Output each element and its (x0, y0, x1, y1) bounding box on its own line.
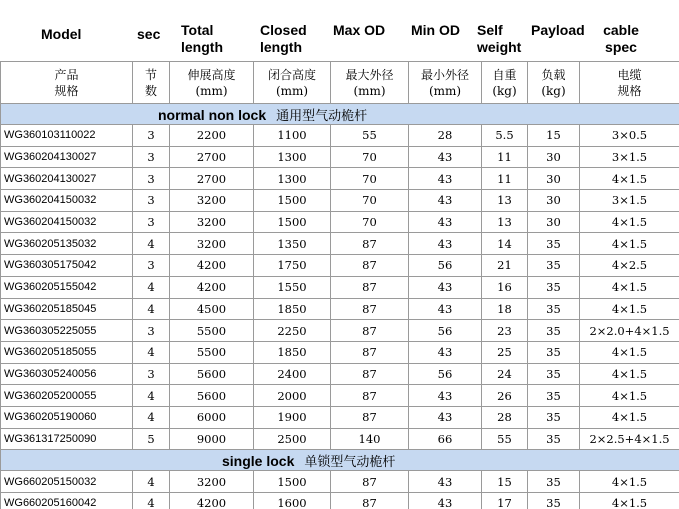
table-cell: 87 (331, 341, 409, 363)
table-cell: 28 (482, 406, 528, 428)
table-cell: 4500 (170, 298, 254, 320)
table-cell: 26 (482, 385, 528, 407)
table-cell: 87 (331, 298, 409, 320)
header-min-od: Min OD (411, 22, 460, 38)
cn-header-sec: 节 数 (133, 62, 170, 104)
table-cell: 87 (331, 255, 409, 277)
table-row (1, 146, 679, 168)
table-cell: 87 (331, 406, 409, 428)
header-closed-length: Closed length (260, 22, 307, 55)
table-row (1, 233, 679, 255)
table-cell: 4×1.5 (580, 298, 679, 320)
table-row (1, 471, 679, 493)
table-cell: 2×2.5+4×1.5 (580, 428, 679, 450)
table-cell: 35 (528, 471, 580, 493)
table-cell: 35 (528, 406, 580, 428)
table-cell: 87 (331, 493, 409, 509)
table-cell: 5600 (170, 363, 254, 385)
table-cell: 30 (528, 168, 580, 190)
cn-header-model: 产品 规格 (1, 62, 133, 104)
table-cell: 4×1.5 (580, 211, 679, 233)
cn-header-total-length: 伸展高度 (mm) (170, 62, 254, 104)
table-cell: 35 (528, 320, 580, 342)
table-cell: 2000 (254, 385, 331, 407)
table-cell: 1750 (254, 255, 331, 277)
table-cell: WG660205160042 (1, 493, 133, 509)
table-cell: 2400 (254, 363, 331, 385)
table-cell: 1500 (254, 211, 331, 233)
table-cell: 35 (528, 233, 580, 255)
table-cell: 43 (409, 190, 482, 212)
table-cell: 11 (482, 168, 528, 190)
table-cell: 1350 (254, 233, 331, 255)
table-cell: 15 (482, 471, 528, 493)
table-cell: 4×1.5 (580, 493, 679, 509)
table-cell: 2250 (254, 320, 331, 342)
table-cell: 4 (133, 385, 170, 407)
table-cell: 87 (331, 233, 409, 255)
table-cell: 1600 (254, 493, 331, 509)
header-sec: sec (137, 26, 161, 42)
table-cell: WG360204150032 (1, 190, 133, 212)
cn-header-self-weight: 自重 (kg) (482, 62, 528, 104)
table-cell: 35 (528, 298, 580, 320)
table-cell: WG360205135032 (1, 233, 133, 255)
table-cell: 43 (409, 341, 482, 363)
table-cell: 43 (409, 168, 482, 190)
section-header-row (1, 450, 679, 471)
header-model: Model (41, 26, 82, 42)
table-cell: 35 (528, 276, 580, 298)
table-cell: 70 (331, 168, 409, 190)
table-cell: 23 (482, 320, 528, 342)
table-cell: 3200 (170, 471, 254, 493)
table-cell: 9000 (170, 428, 254, 450)
table-cell: 70 (331, 146, 409, 168)
header-self-weight: Self weight (477, 22, 522, 55)
table-cell: 4 (133, 298, 170, 320)
table-cell: 43 (409, 471, 482, 493)
section-title-en: single lock (222, 452, 295, 469)
table-cell: 4×1.5 (580, 341, 679, 363)
table-cell: 2×2.0+4×1.5 (580, 320, 679, 342)
table-cell: 4×1.5 (580, 168, 679, 190)
cn-header-min-od: 最小外径 (mm) (409, 62, 482, 104)
table-cell: 43 (409, 406, 482, 428)
header-max-od: Max OD (333, 22, 386, 38)
table-cell: 1900 (254, 406, 331, 428)
table-cell: 16 (482, 276, 528, 298)
table-cell: 15 (528, 125, 580, 147)
table-cell: 3×1.5 (580, 190, 679, 212)
table-row (1, 211, 679, 233)
table-cell: 4×1.5 (580, 471, 679, 493)
table-cell: 43 (409, 233, 482, 255)
table-cell: 43 (409, 276, 482, 298)
header-cable-spec: cable spec (603, 22, 639, 55)
table-cell: 13 (482, 211, 528, 233)
table-cell: 43 (409, 146, 482, 168)
table-cell: 3×1.5 (580, 146, 679, 168)
table-cell: 17 (482, 493, 528, 509)
table-cell: 1550 (254, 276, 331, 298)
table-cell: 5600 (170, 385, 254, 407)
spec-table (0, 61, 679, 509)
table-cell: 13 (482, 190, 528, 212)
table-cell: 5500 (170, 341, 254, 363)
table-cell: 87 (331, 471, 409, 493)
table-cell: 43 (409, 385, 482, 407)
table-cell: 3 (133, 168, 170, 190)
table-cell: 5500 (170, 320, 254, 342)
table-cell: 1500 (254, 471, 331, 493)
cn-header-cable-spec: 电缆 规格 (580, 62, 679, 104)
table-cell: WG660205150032 (1, 471, 133, 493)
header-payload: Payload (531, 22, 585, 38)
table-cell: 55 (331, 125, 409, 147)
english-header (0, 0, 679, 61)
section-header-row (1, 104, 679, 125)
table-cell: 4×2.5 (580, 255, 679, 277)
table-cell: 35 (528, 385, 580, 407)
table-cell: 25 (482, 341, 528, 363)
section-title-cn: 单锁型气动桅杆 (304, 454, 396, 470)
table-cell: 56 (409, 255, 482, 277)
table-cell: 3 (133, 255, 170, 277)
table-cell: 4 (133, 493, 170, 509)
table-row (1, 385, 679, 407)
table-cell: 3200 (170, 190, 254, 212)
table-cell: WG360305225055 (1, 320, 133, 342)
table-cell: 3200 (170, 211, 254, 233)
table-cell: 3 (133, 211, 170, 233)
table-row (1, 341, 679, 363)
table-row (1, 493, 679, 509)
table-cell: 35 (528, 341, 580, 363)
table-row (1, 320, 679, 342)
table-cell: 70 (331, 211, 409, 233)
chinese-header-row (1, 62, 679, 104)
table-cell: 2700 (170, 146, 254, 168)
table-cell: WG360305175042 (1, 255, 133, 277)
table-cell: 5 (133, 428, 170, 450)
table-cell: 35 (528, 255, 580, 277)
table-cell: 2500 (254, 428, 331, 450)
table-cell: 43 (409, 211, 482, 233)
table-cell: 1100 (254, 125, 331, 147)
table-cell: 1300 (254, 168, 331, 190)
table-cell: 30 (528, 190, 580, 212)
table-row (1, 276, 679, 298)
table-cell: 4×1.5 (580, 385, 679, 407)
table-row (1, 406, 679, 428)
table-cell: 14 (482, 233, 528, 255)
table-cell: WG360205200055 (1, 385, 133, 407)
table-cell: WG360205185055 (1, 341, 133, 363)
table-cell: 1300 (254, 146, 331, 168)
table-cell: 4200 (170, 276, 254, 298)
table-cell: 70 (331, 190, 409, 212)
table-cell: 3 (133, 320, 170, 342)
table-cell: 3×0.5 (580, 125, 679, 147)
table-cell: 4 (133, 406, 170, 428)
cn-header-payload: 负载 (kg) (528, 62, 580, 104)
table-cell: 3 (133, 190, 170, 212)
table-cell: WG360205185045 (1, 298, 133, 320)
table-cell: 35 (528, 493, 580, 509)
table-row (1, 190, 679, 212)
table-cell: 87 (331, 320, 409, 342)
table-cell: 56 (409, 320, 482, 342)
table-cell: 4 (133, 341, 170, 363)
table-cell: 4×1.5 (580, 363, 679, 385)
header-total-length: Total length (181, 22, 223, 55)
table-cell: WG360103110022 (1, 125, 133, 147)
table-cell: 4200 (170, 493, 254, 509)
table-cell: 3200 (170, 233, 254, 255)
table-row (1, 298, 679, 320)
table-cell: 4×1.5 (580, 233, 679, 255)
table-cell: 4 (133, 471, 170, 493)
table-cell: 3 (133, 146, 170, 168)
table-cell: 11 (482, 146, 528, 168)
table-cell: 35 (528, 428, 580, 450)
table-cell: 4 (133, 233, 170, 255)
table-cell: 4 (133, 276, 170, 298)
cn-header-max-od: 最大外径 (mm) (331, 62, 409, 104)
table-row (1, 428, 679, 450)
table-cell: WG360205190060 (1, 406, 133, 428)
table-cell: 4200 (170, 255, 254, 277)
table-cell: 1850 (254, 341, 331, 363)
table-row (1, 125, 679, 147)
table-cell: 1500 (254, 190, 331, 212)
table-cell: 1850 (254, 298, 331, 320)
table-cell: 30 (528, 211, 580, 233)
table-cell: 28 (409, 125, 482, 147)
section-title-en: normal non lock (158, 106, 267, 123)
table-row (1, 363, 679, 385)
table-cell: 87 (331, 363, 409, 385)
table-row (1, 255, 679, 277)
table-cell: 21 (482, 255, 528, 277)
table-cell: 43 (409, 493, 482, 509)
table-cell: 18 (482, 298, 528, 320)
table-cell: 24 (482, 363, 528, 385)
table-cell: 3 (133, 363, 170, 385)
table-cell: 2200 (170, 125, 254, 147)
table-cell: 56 (409, 363, 482, 385)
table-cell: 35 (528, 363, 580, 385)
table-cell: 4×1.5 (580, 276, 679, 298)
table-cell: WG360205155042 (1, 276, 133, 298)
table-cell: WG360204150032 (1, 211, 133, 233)
table-row (1, 168, 679, 190)
table-cell: 55 (482, 428, 528, 450)
table-cell: 87 (331, 276, 409, 298)
table-cell: WG360305240056 (1, 363, 133, 385)
section-title-cn: 通用型气动桅杆 (276, 108, 368, 124)
table-cell: 30 (528, 146, 580, 168)
table-cell: 87 (331, 385, 409, 407)
table-cell: 3 (133, 125, 170, 147)
table-cell: 140 (331, 428, 409, 450)
table-cell: 4×1.5 (580, 406, 679, 428)
table-cell: 6000 (170, 406, 254, 428)
table-cell: WG360204130027 (1, 146, 133, 168)
table-cell: 66 (409, 428, 482, 450)
cn-header-closed-length: 闭合高度 (mm) (254, 62, 331, 104)
table-cell: WG361317250090 (1, 428, 133, 450)
table-cell: 5.5 (482, 125, 528, 147)
table-cell: 2700 (170, 168, 254, 190)
table-cell: WG360204130027 (1, 168, 133, 190)
table-cell: 43 (409, 298, 482, 320)
